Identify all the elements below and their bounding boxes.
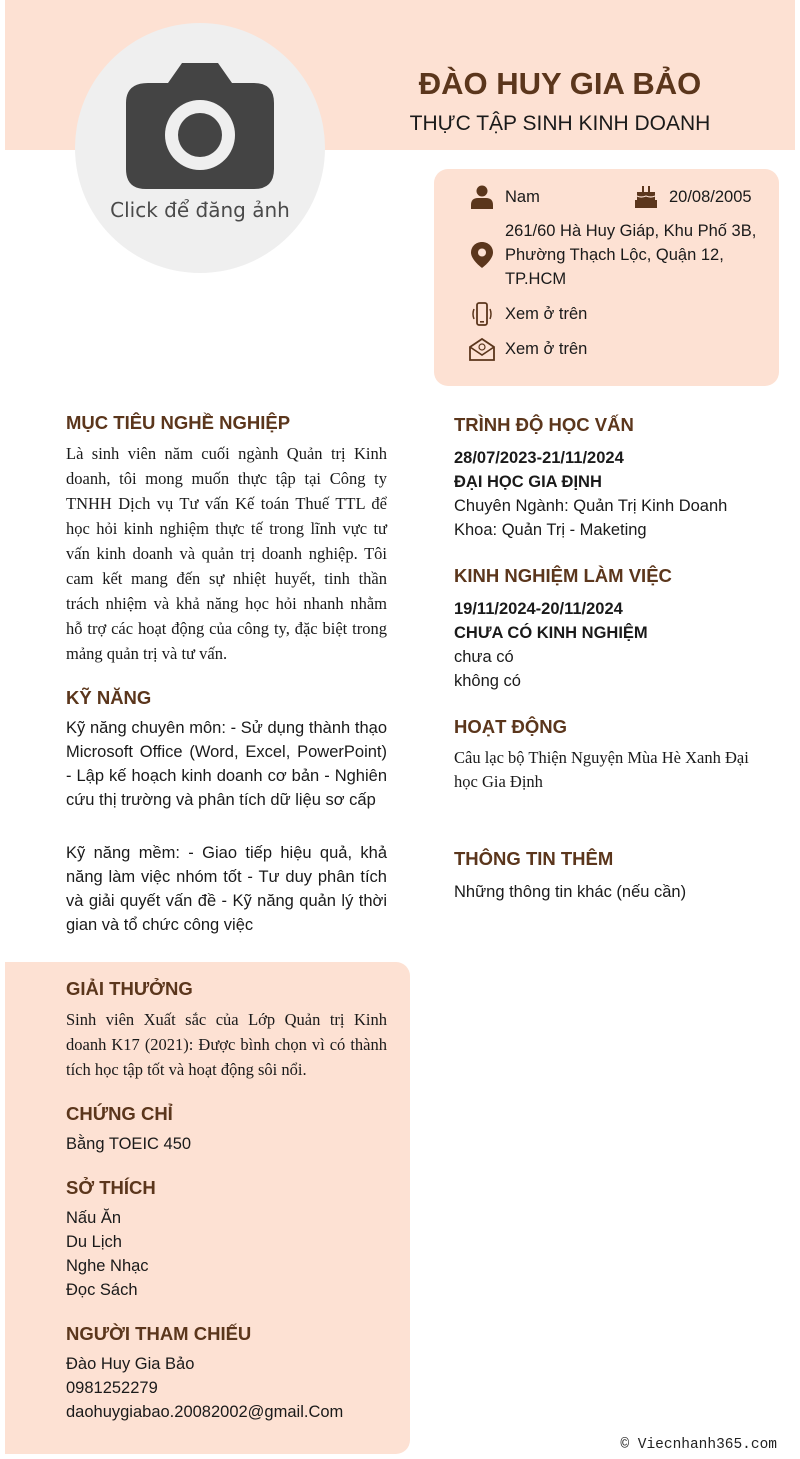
education-period: 28/07/2023-21/11/2024 (454, 449, 624, 467)
awards-title: GIẢI THƯỞNG (66, 978, 193, 999)
experience-line: chưa có (454, 648, 514, 666)
soft-skills-text: Kỹ năng mềm: - Giao tiếp hiệu quả, khả năng làm việc nhóm tốt - Tư duy phân tích và giải quyết vấn đề - Kỹ năng quản lý thời gian và tổ chức công việc (66, 844, 387, 934)
reference-email: daohuygiabao.20082002@gmail.Com (66, 1403, 344, 1421)
profile-photo-upload[interactable] (75, 23, 325, 273)
education-block (454, 446, 774, 542)
list-item: Đọc Sách (66, 1281, 138, 1299)
education-major: Chuyên Ngành: Quản Trị Kinh Doanh (454, 497, 728, 515)
location-pin-icon (469, 243, 495, 267)
extra-info-title: THÔNG TIN THÊM (454, 848, 614, 869)
objective-title: MỤC TIÊU NGHỀ NGHIỆP (66, 412, 291, 433)
email-icon (469, 337, 495, 361)
hard-skills-text: Kỹ năng chuyên môn: - Sử dụng thành thạo Microsoft Office (Word, Excel, PowerPoint) - Lập kế hoạch kinh doanh cơ bản - Nghiên cứu thị trường và phân tích dữ liệu sơ cấp (66, 719, 387, 809)
camera-icon (126, 61, 274, 191)
experience-block (454, 597, 774, 693)
education-title: TRÌNH ĐỘ HỌC VẤN (454, 414, 634, 435)
phone-value: Xem ở trên (505, 305, 588, 323)
experience-line: không có (454, 672, 521, 690)
reference-phone: 0981252279 (66, 1379, 158, 1397)
gender-row (469, 185, 540, 209)
certificates-text: Bằng TOEIC 450 (66, 1135, 192, 1153)
hobbies-title: SỞ THÍCH (66, 1177, 156, 1198)
phone-icon (469, 302, 495, 326)
experience-company: CHƯA CÓ KINH NGHIỆM (454, 624, 648, 642)
references-block (66, 1352, 396, 1424)
address-row (469, 219, 769, 291)
extra-info-text: Những thông tin khác (nếu cần) (454, 883, 687, 901)
references-title: NGƯỜI THAM CHIẾU (66, 1323, 252, 1344)
email-value: Xem ở trên (505, 340, 588, 358)
address-value: 261/60 Hà Huy Giáp, Khu Phố 3B, Phường Thạch Lộc, Quận 12, TP.HCM (505, 222, 757, 288)
candidate-name: ĐÀO HUY GIA BẢO (418, 66, 702, 101)
skills-title: KỸ NĂNG (66, 687, 152, 708)
reference-name: Đào Huy Gia Bảo (66, 1355, 195, 1373)
list-item: Nấu Ăn (66, 1209, 122, 1227)
birthday-row (633, 185, 752, 209)
experience-title: KINH NGHIỆM LÀM VIỆC (454, 565, 672, 586)
activities-title: HOẠT ĐỘNG (454, 716, 568, 737)
objective-text: Là sinh viên năm cuối ngành Quản trị Kinh doanh, tôi mong muốn thực tập tại Công ty TNHH Dịch vụ Tư vấn Kế toán Thuế TTL để học hỏi kinh nghiệm thực tế trong lĩnh vực tư vấn kinh doanh và quản trị doanh nghiệp. Tôi cam kết mang đến sự nhiệt huyết, tinh thần trách nhiệm và khả năng học hỏi nhanh nhằm hỗ trợ các hoạt động của công ty, đặc biệt trong mảng quản trị và tư vấn. (66, 444, 387, 663)
birthday-value: 20/08/2005 (669, 188, 752, 206)
awards-text: Sinh viên Xuất sắc của Lớp Quản trị Kinh doanh K17 (2021): Được bình chọn vì có thành tích học tập tốt và hoạt động sôi nổi. (66, 1010, 387, 1079)
person-icon (469, 185, 495, 209)
education-school: ĐẠI HỌC GIA ĐỊNH (454, 473, 602, 491)
list-item: Nghe Nhạc (66, 1257, 149, 1275)
phone-row (469, 302, 587, 326)
email-row (469, 337, 587, 361)
activities-text: Câu lạc bộ Thiện Nguyện Mùa Hè Xanh Đại học Gia Định (454, 748, 749, 791)
education-faculty: Khoa: Quản Trị - Maketing (454, 521, 647, 539)
footer-watermark: © Viecnhanh365.com (620, 1437, 777, 1453)
experience-period: 19/11/2024-20/11/2024 (454, 600, 623, 618)
hobbies-list (66, 1206, 387, 1302)
job-title: THỰC TẬP SINH KINH DOANH (409, 112, 711, 135)
list-item: Du Lịch (66, 1233, 122, 1251)
certificates-title: CHỨNG CHỈ (66, 1103, 173, 1124)
photo-caption: Click để đăng ảnh (110, 198, 290, 222)
gender-value: Nam (505, 188, 540, 206)
birthday-cake-icon (633, 185, 659, 209)
